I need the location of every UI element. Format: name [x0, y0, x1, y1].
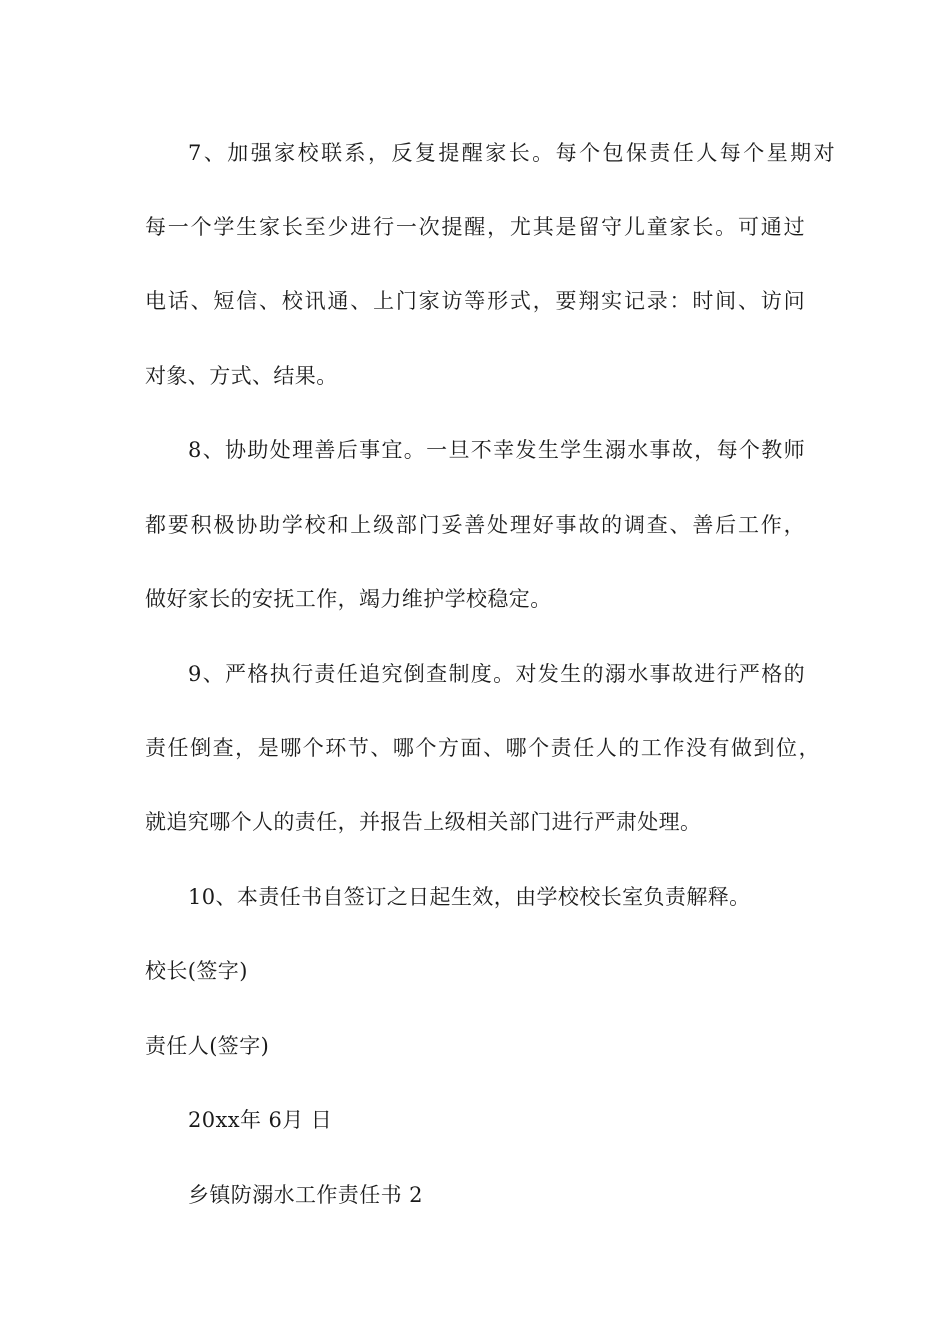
paragraph-9-line-2: 责任倒查，是哪个环节、哪个方面、哪个责任人的工作没有做到位， — [145, 736, 820, 760]
paragraph-7-line-1: 7、加强家校联系，反复提醒家长。每个包保责任人每个星期对 — [188, 141, 835, 165]
paragraph-10-line-1: 10、本责任书自签订之日起生效，由学校校长室负责解释。 — [188, 885, 751, 909]
paragraph-8-line-3: 做好家长的安抚工作，竭力维护学校稳定。 — [145, 587, 552, 611]
paragraph-8-line-1: 8、协助处理善后事宜。一旦不幸发生学生溺水事故，每个教师 — [188, 438, 805, 462]
responsible-signature-label: 责任人(签字) — [145, 1034, 270, 1058]
paragraph-9-line-1: 9、严格执行责任追究倒查制度。对发生的溺水事故进行严格的 — [188, 662, 805, 686]
paragraph-9-line-3: 就追究哪个人的责任，并报告上级相关部门进行严肃处理。 — [145, 810, 702, 834]
next-document-title: 乡镇防溺水工作责任书 2 — [188, 1183, 423, 1207]
signing-date: 20xx年 6月 日 — [188, 1108, 333, 1132]
paragraph-8-line-2: 都要积极协助学校和上级部门妥善处理好事故的调查、善后工作， — [145, 513, 805, 537]
paragraph-7-line-3: 电话、短信、校讯通、上门家访等形式，要翔实记录：时间、访问 — [145, 289, 805, 313]
paragraph-7-line-4: 对象、方式、结果。 — [145, 364, 338, 388]
paragraph-7-line-2: 每一个学生家长至少进行一次提醒，尤其是留守儿童家长。可通过 — [145, 215, 805, 239]
principal-signature-label: 校长(签字) — [145, 959, 248, 983]
